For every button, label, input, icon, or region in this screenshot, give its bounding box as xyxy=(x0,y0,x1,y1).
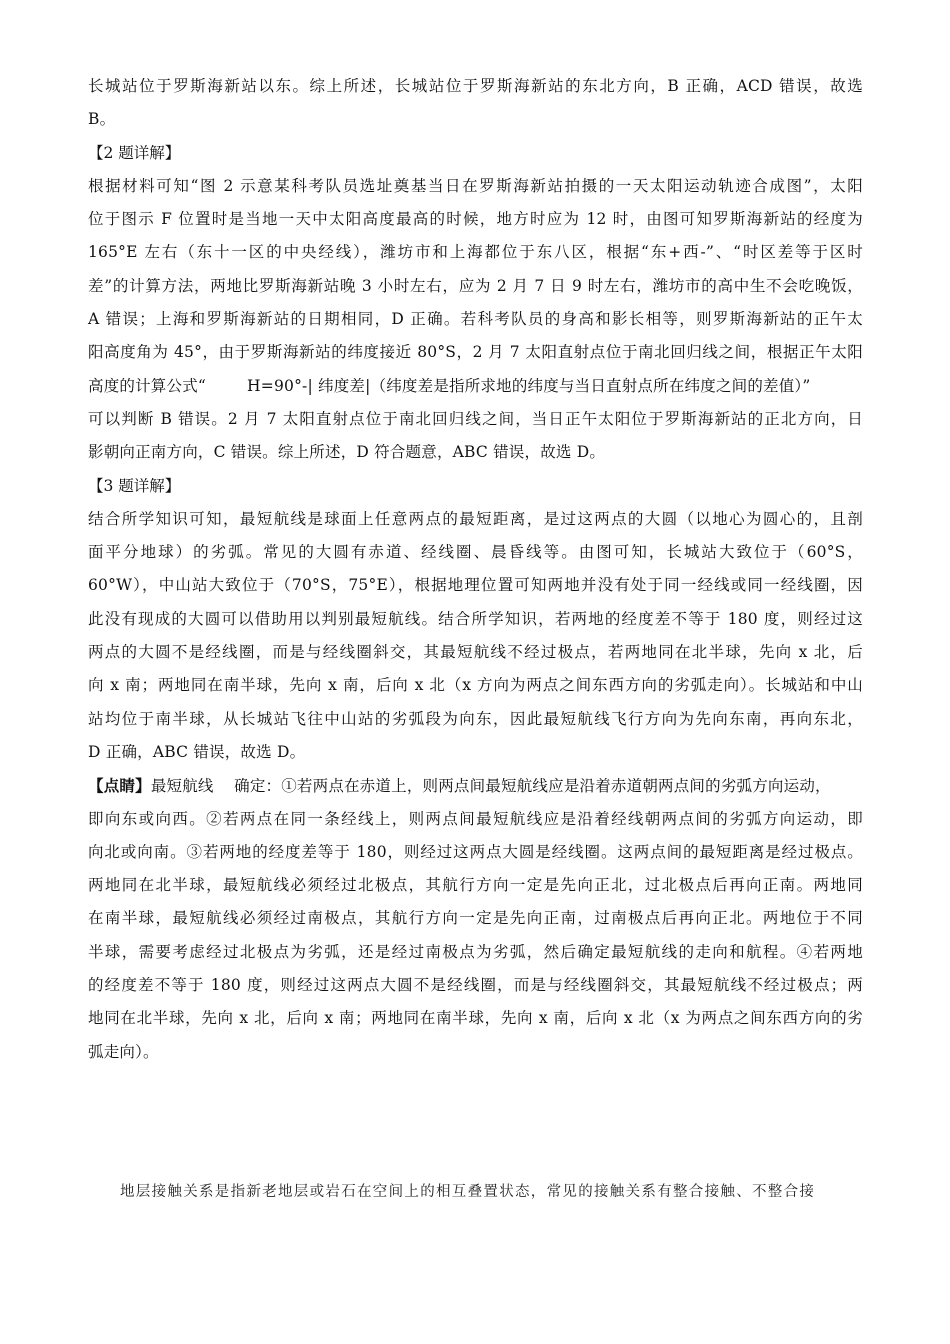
text-line: 结合所学知识可知，最短航线是球面上任意两点的最短距离，是过这两点的大圆（以地心为圆心的，且剖 xyxy=(88,509,863,528)
text-line: 高度的计算公式“ H=90°-| 纬度差|（纬度差是指所求地的纬度与当日直射点所在纬度之间的差值）” xyxy=(88,376,811,395)
text-line: 在南半球，最短航线必须经过南极点，其航行方向一定是先向正南，过南极点后再向正北。两地位于不同 xyxy=(88,909,863,928)
text-line: A 错误；上海和罗斯海新站的日期相同，D 正确。若科考队员的身高和影长相等，则罗斯海新站的正午太 xyxy=(88,310,863,329)
text-line: 根据材料可知“图 2 示意某科考队员选址奠基当日在罗斯海新站拍摄的一天太阳运动轨迹合成图”，太阳 xyxy=(88,176,863,195)
previous-answer-tail xyxy=(88,70,863,137)
text-line: 的经度差不等于 180 度，则经过这两点大圆不是经线圈，而是与经线圈斜交，其最短航线不经过极点；两 xyxy=(88,976,863,995)
text-line: 两地同在北半球，最短航线必须经过北极点，其航行方向一定是先向正北，过北极点后再向正南。两地同 xyxy=(88,876,863,895)
text-line: 阳高度角为 45°，由于罗斯海新站的纬度接近 80°S，2 月 7 太阳直射点位于南北回归线之间，根据正午太阳 xyxy=(88,343,863,362)
question-3-explanation xyxy=(88,470,863,770)
document-body xyxy=(88,70,863,1069)
question-2-heading: 【2 题详解】 xyxy=(88,143,181,162)
text-line: 两点的大圆不是经线圈，而是与经线圈斜交，其最短航线不经过极点，若两地同在北半球，先向 x 北，后 xyxy=(88,643,863,662)
text-line: 半球，需要考虑经过北极点为劣弧，还是经过南极点为劣弧，然后确定最短航线的走向和航程。④若两地 xyxy=(88,942,863,961)
question-2-explanation xyxy=(88,137,863,470)
text-line: 165°E 左右（东十一区的中央经线），潍坊市和上海都位于东八区，根据“东+西-”、“时区差等于区时 xyxy=(88,243,863,262)
tip-first-text: 最短航线 确定：①若两点在赤道上，则两点间最短航线应是沿着赤道朝两点间的劣弧方向运动， xyxy=(150,777,831,796)
text-line: 向北或向南。③若两地的经度差等于 180，则经过这两点大圆是经线圈。这两点间的最短距离是经过极点。 xyxy=(88,842,863,861)
text-line: 弧走向）。 xyxy=(88,1042,159,1061)
next-question-intro: 地层接触关系是指新老地层或岩石在空间上的相互叠置状态，常见的接触关系有整合接触、不整合接 xyxy=(120,1184,816,1200)
text-line: D 正确，ABC 错误，故选 D。 xyxy=(88,742,306,761)
text-line: 即向东或向西。②若两点在同一条经线上，则两点间最短航线应是沿着经线朝两点间的劣弧方向运动，即 xyxy=(88,809,863,828)
text-line: 面平分地球）的劣弧。常见的大圆有赤道、经线圈、晨昏线等。由图可知，长城站大致位于（60°S， xyxy=(88,543,863,562)
tip-section xyxy=(88,769,863,1069)
text-line: 站均位于南半球，从长城站飞往中山站的劣弧段为向东，因此最短航线飞行方向为先向东南，再向东北， xyxy=(88,709,863,728)
text-line: 60°W），中山站大致位于（70°S，75°E），根据地理位置可知两地并没有处于同一经线或同一经线圈，因 xyxy=(88,576,863,595)
text-line: B。 xyxy=(88,110,116,129)
text-line: 长城站位于罗斯海新站以东。综上所述，长城站位于罗斯海新站的东北方向，B 正确，ACD 错误，故选 xyxy=(88,77,863,95)
tip-label: 【点睛】 xyxy=(88,776,151,796)
text-line: 位于图示 F 位置时是当地一天中太阳高度最高的时候，地方时应为 12 时，由图可知罗斯海新站的经度为 xyxy=(88,210,863,229)
text-line: 差”的计算方法，两地比罗斯海新站晚 3 小时左右，应为 2 月 7 日 9 时左右，潍坊市的高中生不会吃晚饭， xyxy=(88,276,863,295)
text-line: 向 x 南；两地同在南半球，先向 x 南，后向 x 北（x 方向为两点之间东西方向的劣弧走向）。长城站和中山 xyxy=(88,676,863,695)
text-line: 地同在北半球，先向 x 北，后向 x 南；两地同在南半球，先向 x 南，后向 x 北（x 为两点之间东西方向的劣 xyxy=(88,1009,863,1028)
text-line: 此没有现成的大圆可以借助用以判别最短航线。结合所学知识，若两地的经度差不等于 180 度，则经过这 xyxy=(88,609,863,628)
question-3-heading: 【3 题详解】 xyxy=(88,476,181,495)
text-line: 影朝向正南方向，C 错误。综上所述，D 符合题意，ABC 错误，故选 D。 xyxy=(88,443,606,462)
text-line: 可以判断 B 错误。2 月 7 太阳直射点位于南北回归线之间，当日正午太阳位于罗斯海新站的正北方向，日 xyxy=(88,409,863,428)
tip-first-line xyxy=(88,769,863,802)
